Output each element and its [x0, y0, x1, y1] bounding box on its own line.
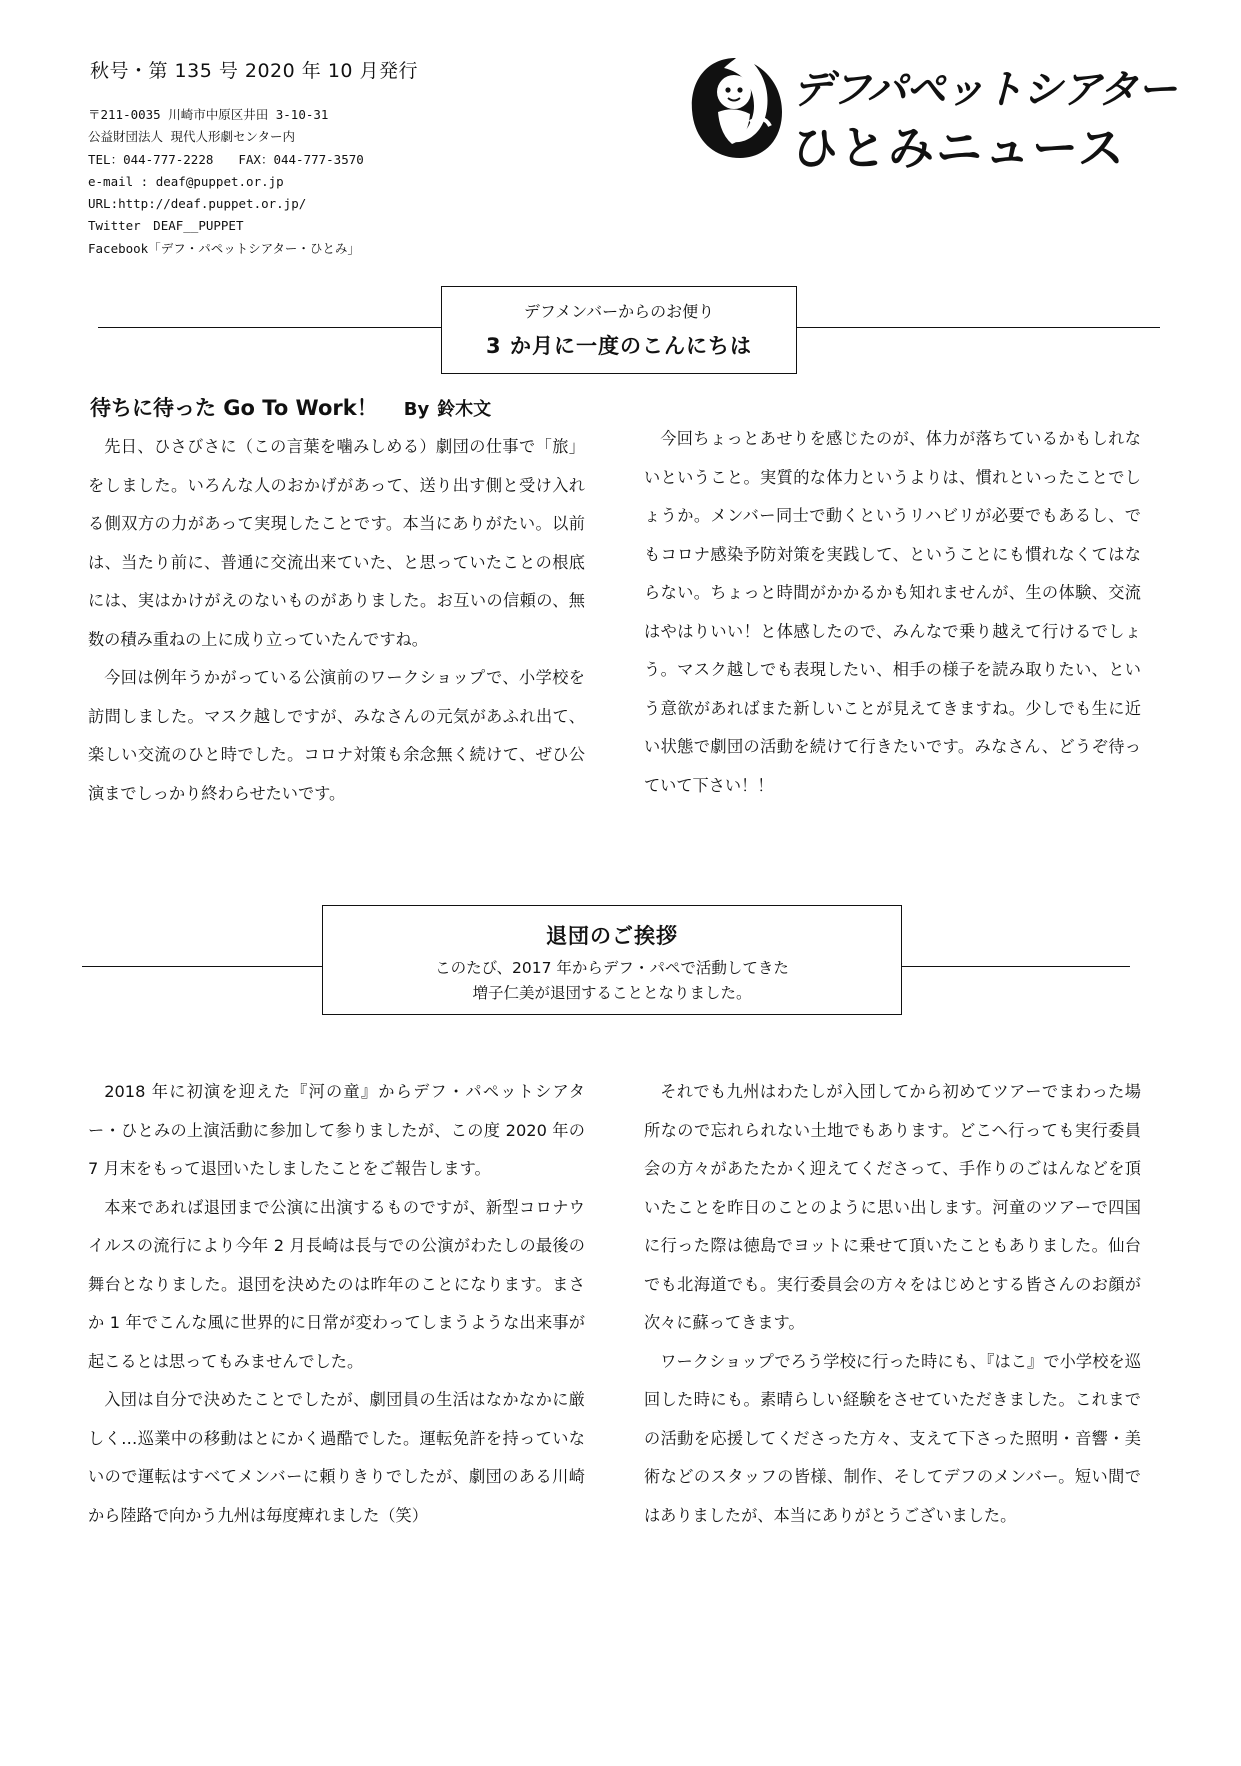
organization-line: 公益財団法人 現代人形劇センター内: [88, 129, 296, 145]
article1-paragraph: 今回ちょっとあせりを感じたのが、体力が落ちているかもしれないということ。実質的な体力というよりは、慣れといったことでしょうか。メンバー同士で動くというリハビリが必要でもあるし、でもコロナ感染予防対策を実践して、ということにも慣れなくてはならない。ちょっと時間がかかるかも知れませんが、生の体験、交流はやはりいい！と体感したので、みんなで乗り越えて行けるでしょう。マスク越しでも表現したい、相手の様子を読み取りたい、という意欲があればまた新しいことが見えてきますね。少しでも生に近い状態で劇団の活動を続けて行きたいです。みなさん、どうぞ待っていて下さい！！: [644, 429, 1141, 795]
section2-rule-right: [900, 966, 1130, 967]
article1-right-column: [644, 420, 1141, 805]
issue-line: 秋号・第 135 号 2020 年 10 月発行: [90, 60, 419, 82]
section1-subtitle: デフメンバーからのお便り: [523, 302, 715, 321]
section2-description-line: このたび、2017 年からデフ・パペで活動してきた: [435, 959, 789, 977]
article2-right-column: [644, 1073, 1141, 1535]
article2-paragraph: 入団は自分で決めたことでしたが、劇団員の生活はなかなかに厳しく…巡業中の移動はとにかく過酷でした。運転免許を持っていないので運転はすべてメンバーに頼りきりでしたが、劇団のある川崎から陸路で向かう九州は毎度痺れました（笑）: [88, 1390, 585, 1525]
address-line: 〒211-0035 川崎市中原区井田 3-10-31: [88, 107, 329, 122]
article1-left-column: [88, 428, 585, 813]
twitter-line: Twitter DEAF__PUPPET: [88, 218, 244, 234]
section2-title-box: [322, 905, 902, 1015]
url-line: URL:http://deaf.puppet.or.jp/: [88, 196, 307, 212]
section1-title: 3 か月に一度のこんにちは: [486, 334, 752, 358]
newsletter-logo: [684, 52, 1176, 175]
phone-fax-line: TEL：044-777-2228 FAX：044-777-3570: [88, 151, 364, 167]
section1-rule-left: [98, 327, 442, 328]
article1-byline-prefix: By: [403, 399, 430, 420]
email-line: e-mail : deaf@puppet.or.jp: [88, 173, 284, 189]
puppet-logo-icon: [684, 52, 788, 164]
contact-block: [88, 104, 364, 260]
facebook-line: Facebook「デフ・パペットシアター・ひとみ」: [88, 240, 360, 256]
article2-paragraph: 2018 年に初演を迎えた『河の童』からデフ・パペットシアター・ひとみの上演活動に参加して参りましたが、この度 2020 年の 7 月末をもって退団いたしましたことをご報告します。: [88, 1082, 585, 1178]
article1-title: 待ちに待った Go To Work！: [90, 396, 378, 420]
logo-title-line2: ひとみニュース: [792, 121, 1126, 175]
section1-rule-right: [796, 327, 1160, 328]
article2-paragraph: それでも九州はわたしが入団してから初めてツアーでまわった場所なので忘れられない土地でもあります。どこへ行っても実行委員会の方々があたたかく迎えてくださって、手作りのごはんなどを頂いたことを昨日のことのように思い出します。河童のツアーで四国に行った際は徳島でヨットに乗せて頂いたこともありました。仙台でも北海道でも。実行委員会の方々をはじめとする皆さんのお顔が次々に蘇ってきます。: [644, 1082, 1141, 1332]
section2-description: [323, 956, 901, 1006]
logo-title-line1: デフパペットシアター: [792, 67, 1176, 113]
article2-left-column: [88, 1073, 585, 1535]
article2-paragraph: 本来であれば退団まで公演に出演するものですが、新型コロナウイルスの流行により今年 2 月長崎は長与での公演がわたしの最後の舞台となりました。退団を決めたのは昨年のことになります。まさか 1 年でこんな風に世界的に日常が変わってしまうような出来事が起こるとは思ってもみませんでした。: [88, 1197, 585, 1371]
article1-author: 鈴木文: [437, 399, 492, 420]
article1-paragraph: 先日、ひさびさに（この言葉を噛みしめる）劇団の仕事で「旅」をしました。いろんな人のおかげがあって、送り出す側と受け入れる側双方の力があって実現したことです。本当にありがたい。以前は、当たり前に、普通に交流出来ていた、と思っていたことの根底には、実はかけがえのないものがありました。お互いの信頼の、無数の積み重ねの上に成り立っていたんですね。: [88, 437, 585, 649]
section1-title-box: [441, 286, 797, 374]
section2-rule-left: [82, 966, 324, 967]
section2-description-line: 増子仁美が退団することとなりました。: [472, 984, 752, 1002]
section2-title: 退団のご挨拶: [546, 924, 678, 948]
article1-paragraph: 今回は例年うかがっている公演前のワークショップで、小学校を訪問しました。マスク越しですが、みなさんの元気があふれ出て、楽しい交流のひと時でした。コロナ対策も余念無く続けて、ぜひ公演までしっかり終わらせたいです。: [88, 668, 585, 803]
article2-paragraph: ワークショップでろう学校に行った時にも、『はこ』で小学校を巡回した時にも。素晴らしい経験をさせていただきました。これまでの活動を応援してくださった方々、支えて下さった照明・音響・美術などのスタッフの皆様、制作、そしてデフのメンバー。短い間ではありましたが、本当にありがとうございました。: [644, 1351, 1141, 1525]
article1-heading: [90, 392, 491, 422]
